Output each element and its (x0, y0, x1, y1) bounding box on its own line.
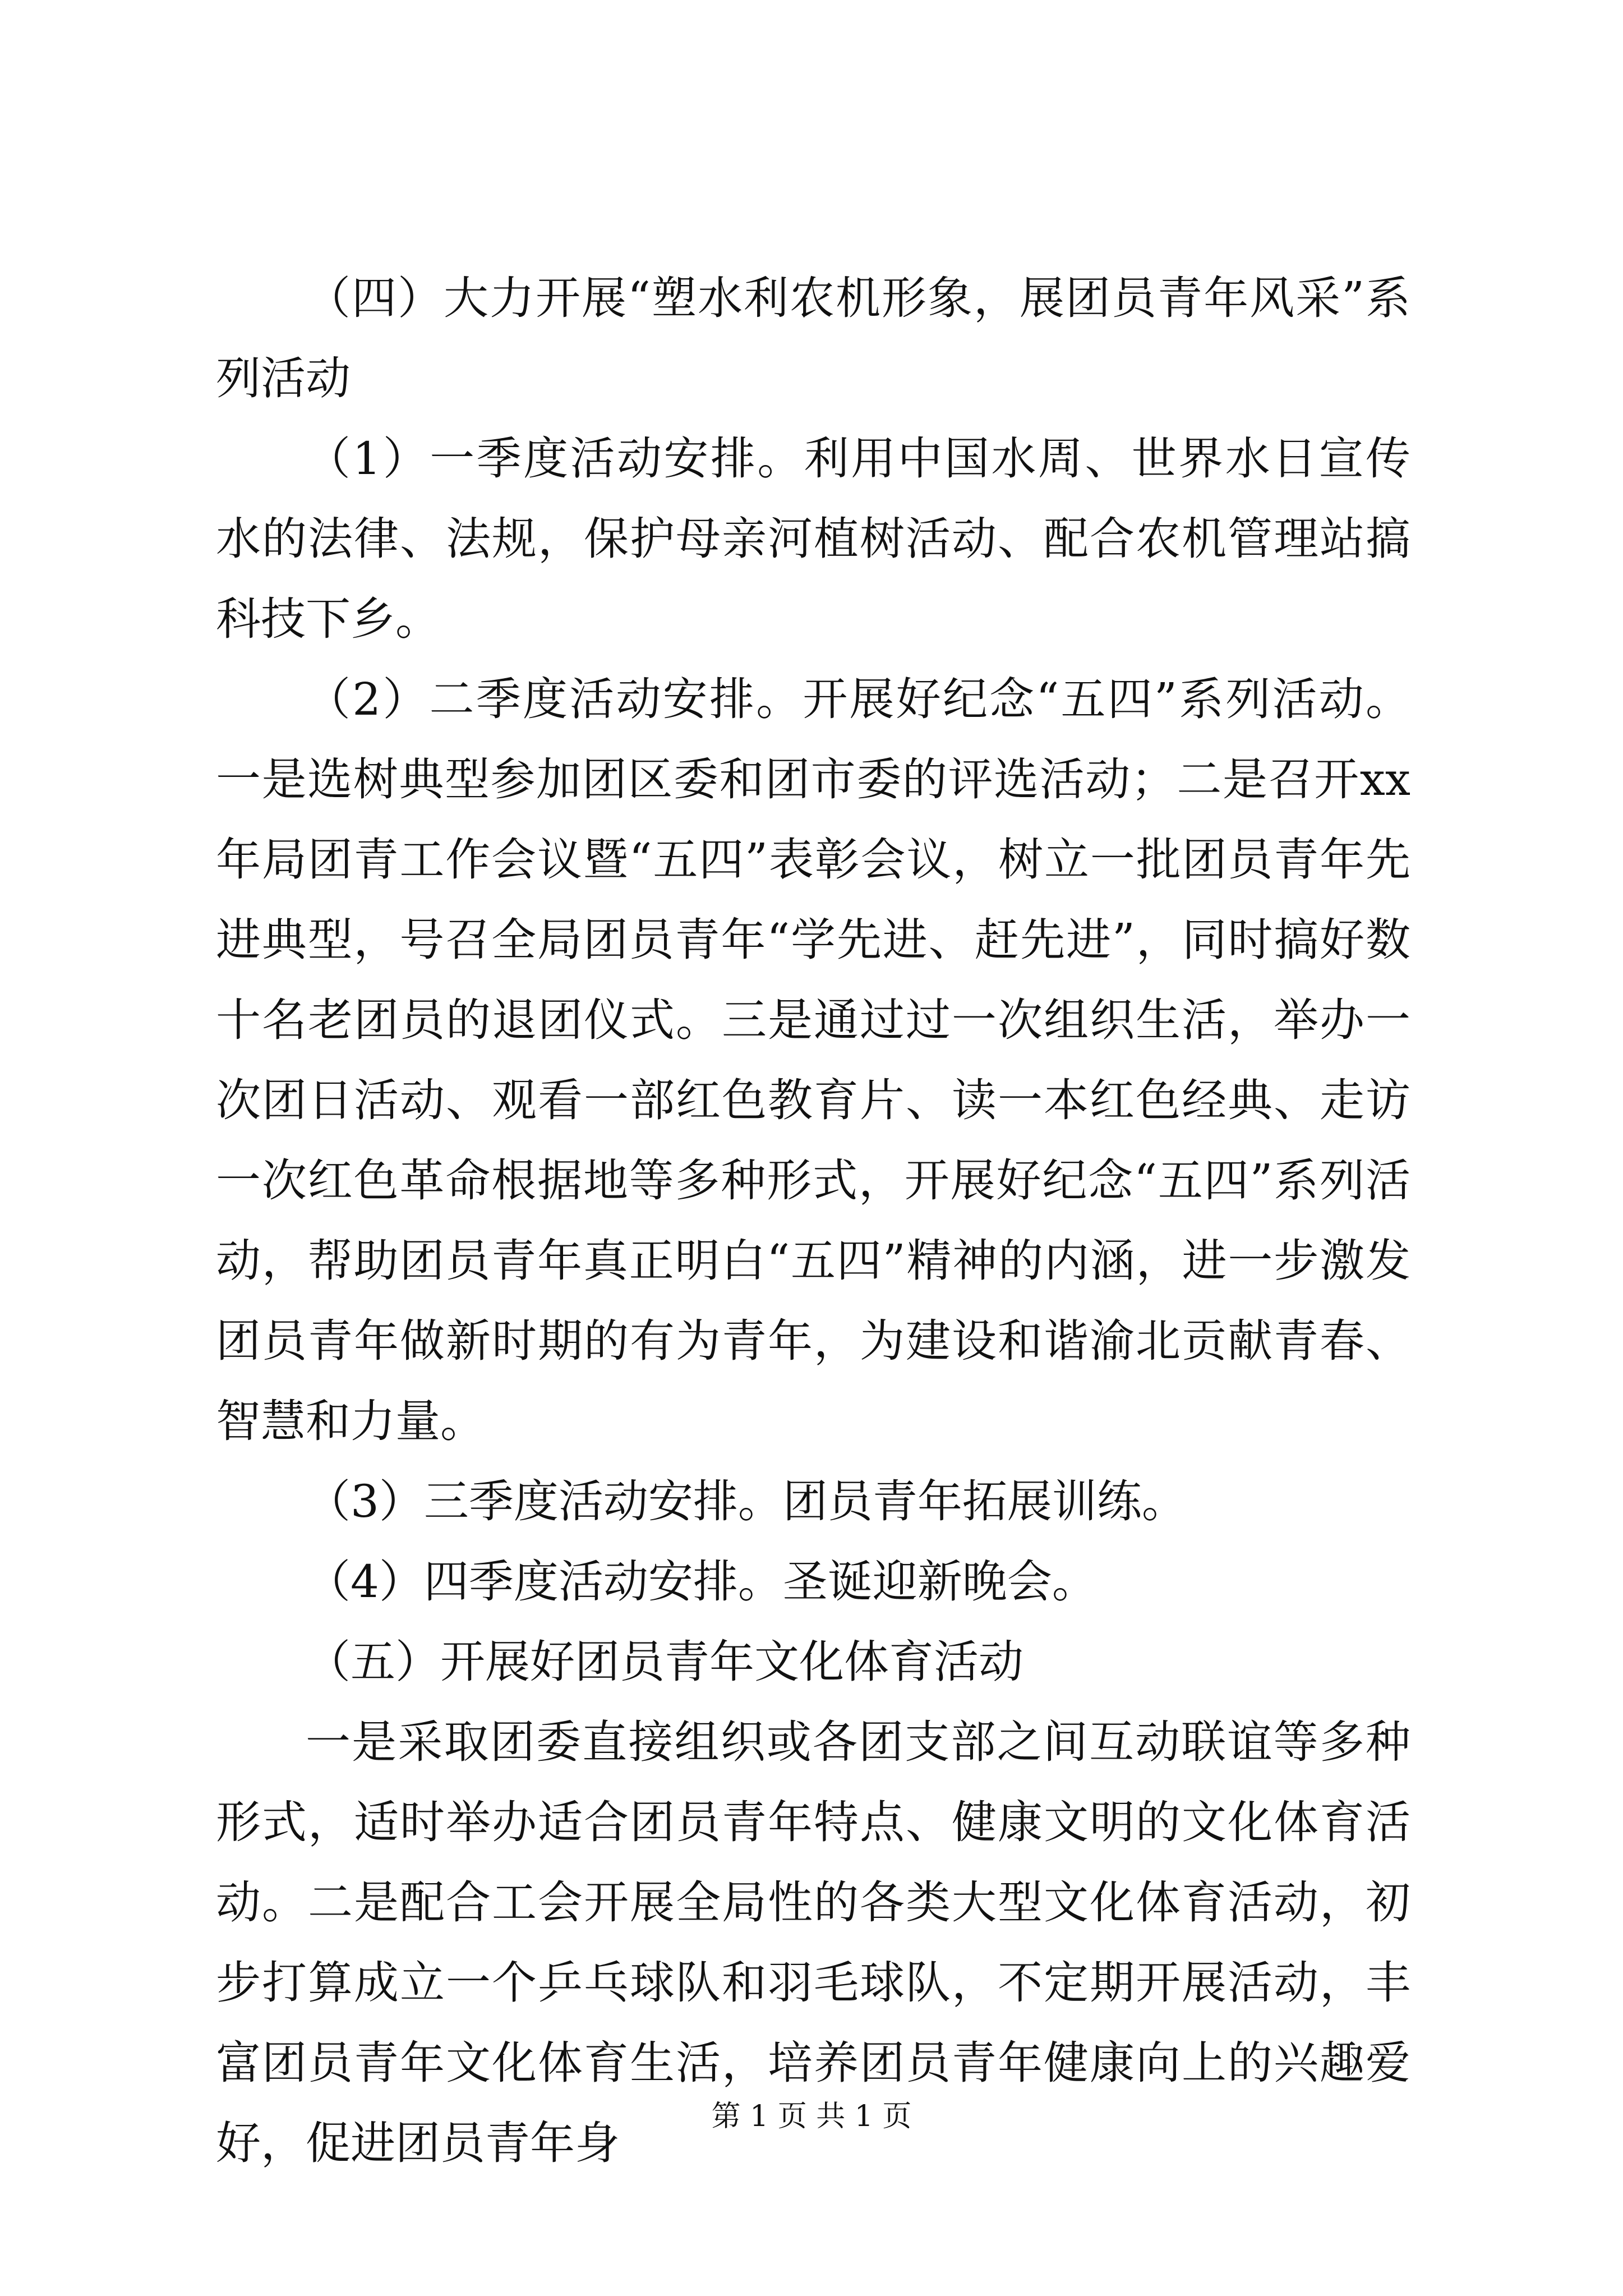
paragraph-q3-activities: （3）三季度活动安排。团员青年拓展训练。 (306, 1475, 1187, 1527)
paragraph-q2-activities: （2）二季度活动安排。开展好纪念“五四”系列活动。一是选树典型参加团区委和团市委的评选活动；二是召开xx年局团青工作会议暨“五四”表彰会议，树立一批团员青年先进典型，号召全局团员青年“学先进、赶先进”，同时搞好数十名老团员的退团仪式。三是通过过一次组织生活，举办一次团日活动、观看一部红色教育片、读一本红色经典、走访一次红色革命根据地等多种形式，开展好纪念“五四”系列活动，帮助团员青年真正明白“五四”精神的内涵，进一步激发团员青年做新时期的有为青年，为建设和谐渝北贡献青春、智慧和力量。 (216, 673, 1410, 1447)
paragraph-culture-sports: 一是采取团委直接组织或各团支部之间互动联谊等多种形式，适时举办适合团员青年特点、健康文明的文化体育活动。二是配合工会开展全局性的各类大型文化体育活动，初步打算成立一个乒乓球队和羽毛球队，不定期开展活动，丰富团员青年文化体育生活，培养团员青年健康向上的兴趣爱好，促进团员青年身 (216, 1716, 1410, 2169)
paragraph-q4-activities: （4）四季度活动安排。圣诞迎新晚会。 (306, 1556, 1097, 1608)
page-number-footer: 第 1 页 共 1 页 (711, 2100, 912, 2133)
section-heading-4: （四）大力开展“塑水利农机形象，展团员青年风采”系列活动 (216, 272, 1410, 404)
document-body (216, 258, 1410, 2183)
section-heading-5: （五）开展好团员青年文化体育活动 (306, 1636, 1023, 1688)
paragraph-q1-activities: （1）一季度活动安排。利用中国水周、世界水日宣传水的法律、法规，保护母亲河植树活动、配合农机管理站搞科技下乡。 (216, 432, 1410, 645)
